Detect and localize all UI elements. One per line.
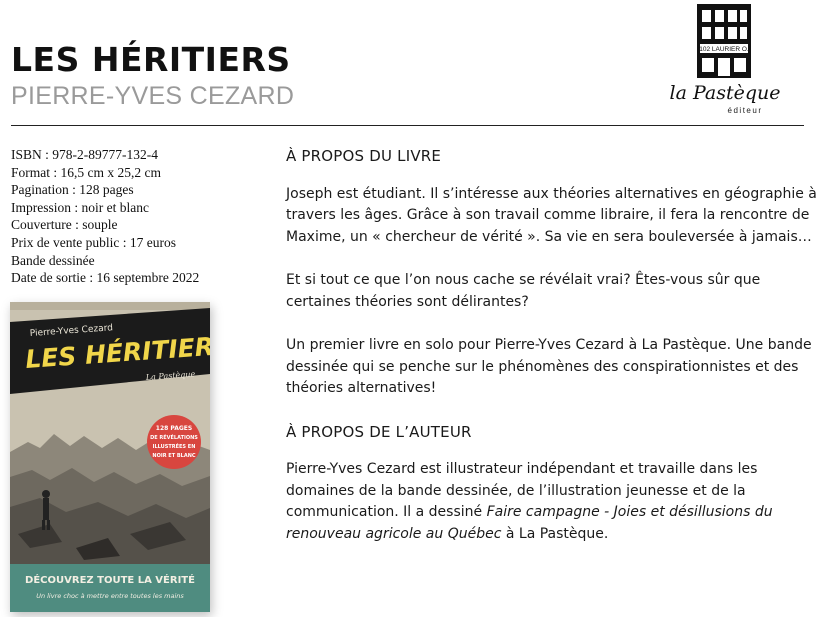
cover-badge-line-2: DE RÉVÉLATIONS — [150, 435, 198, 441]
spec-isbn: ISBN : 978-2-89777-132-4 — [11, 147, 158, 162]
cover-author: Pierre-Yves Cezard — [29, 323, 114, 339]
book-cover[interactable] — [10, 302, 210, 612]
about-author-text-before: Pierre-Yves Cezard est illustrateur indépendant et travaille dans les domaines de la bande dessinée, de l’illustration jeunesse et de la communication. Il a dessiné — [286, 461, 758, 520]
cover-publisher: La Pastèque — [145, 369, 196, 382]
about-author-heading: À PROPOS DE L’AUTEUR — [286, 422, 472, 441]
spec-pagination: Pagination : 128 pages — [11, 182, 134, 198]
storefront-icon — [666, 2, 784, 82]
book-description — [286, 146, 818, 567]
cover-title: LES HÉRITIERS — [24, 330, 210, 374]
about-book-heading: À PROPOS DU LIVRE — [286, 147, 442, 165]
about-author-text-after: à La Pastèque. — [501, 525, 609, 542]
book-cover-art — [10, 302, 210, 612]
cover-banner-main: DÉCOUVREZ TOUTE LA VÉRITÉ — [25, 575, 195, 586]
spec-release-date: Date de sortie : 16 septembre 2022 — [11, 270, 200, 286]
spec-genre: Bande dessinée — [11, 252, 95, 268]
publisher-name: la Pastèque — [669, 82, 781, 104]
author-previous-book-title: Faire campagne - Joies et désillusions du renouveau agricole au Québec — [286, 504, 773, 542]
spec-printing: Impression : noir et blanc — [11, 199, 149, 215]
about-book-paragraph-2: Et si tout ce que l’on nous cache se révélait vrai? Êtes-vous sûr que certaines théories sont délirantes? — [286, 272, 761, 310]
about-author-paragraph — [286, 459, 818, 545]
about-book-paragraph-1: Joseph est étudiant. Il s’intéresse aux théories alternatives en géographie à travers les âges. Grâce à son travail comme libraire, il fera la rencontre de Maxime, un « chercheur de vérité ». Sa vie en sera bouleversée à jamais… — [286, 185, 817, 245]
cover-badge-line-4: NOIR ET BLANC — [152, 453, 196, 459]
book-title: LES HÉRITIERS — [11, 40, 291, 79]
publisher-logo[interactable] — [666, 2, 784, 120]
publisher-subtitle: éditeur — [727, 106, 763, 115]
author-name: PIERRE-YVES CEZARD — [11, 82, 295, 110]
spec-cover: Couverture : souple — [11, 217, 118, 233]
spec-format: Format : 16,5 cm x 25,2 cm — [11, 164, 161, 180]
book-specs — [11, 146, 271, 287]
cover-badge-line-3: ILLUSTRÉES EN — [152, 444, 196, 450]
cover-banner-sub: Un livre choc à mettre entre toutes les mains — [36, 592, 184, 600]
storefront-sign: 102 LAURIER O. — [699, 46, 749, 53]
header-divider — [11, 125, 804, 126]
about-book-paragraph-3: Un premier livre en solo pour Pierre-Yves Cezard à La Pastèque. Une bande dessinée qui se penche sur le phénomènes des conspirationnistes et des théories alternatives! — [286, 337, 812, 396]
spec-price: Prix de vente public : 17 euros — [11, 234, 176, 250]
cover-badge-line-1: 128 PAGES — [155, 425, 193, 432]
